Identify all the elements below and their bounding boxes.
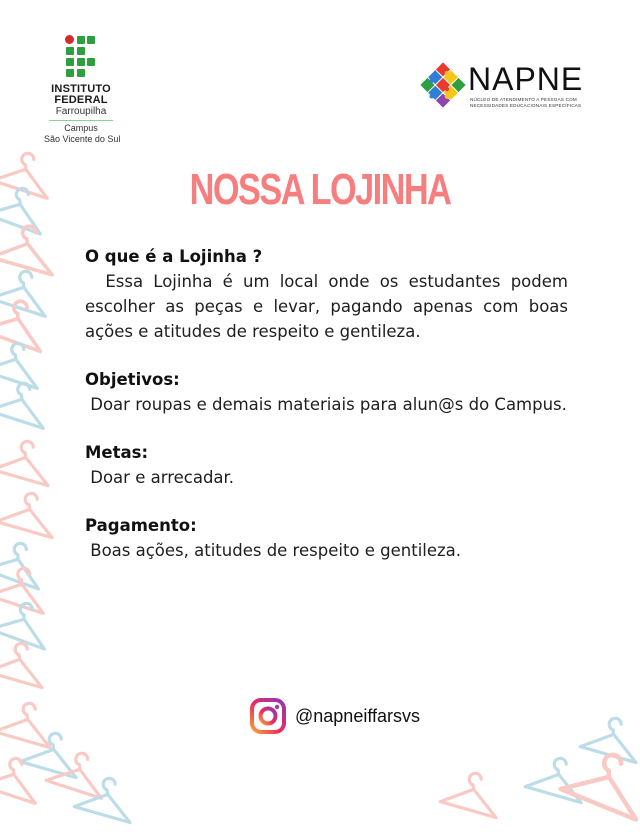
page-title: NOSSA LOJINHA [189,165,451,214]
section-body: Essa Lojinha é um local onde os estudantes podem escolher as peças e levar, pagando apenas com boas ações e atitudes de respeito e gentileza. [85,272,579,341]
napne-logo [418,60,608,112]
napne-description: NÚCLEO DE ATENDIMENTO A PESSOAS COM NECESSIDADES EDUCACIONAIS ESPECÍFICAS [470,97,582,108]
section-heading: Pagamento: [85,516,197,535]
instagram-handle[interactable]: @napneiffarsvs [295,705,421,726]
section-pagamento [85,514,568,563]
section-metas [85,441,568,490]
hanger-icon [68,765,150,834]
if-logo-divider [49,120,113,121]
content [85,245,579,587]
if-logo-line2: FEDERAL [54,94,108,106]
section-body: Doar e arrecadar. [85,468,235,487]
section-heading: Metas: [85,443,149,462]
section-objetivos [85,368,568,417]
section-heading: Objetivos: [85,370,180,389]
section-body: Boas ações, atitudes de respeito e gentileza. [85,541,462,560]
section-heading: O que é a Lojinha ? [85,247,263,266]
napne-name: NAPNE [468,61,584,97]
instagram-icon [249,697,287,735]
section-body: Doar roupas e demais materiais para alun@s do Campus. [85,395,567,414]
instagram-link[interactable] [249,697,420,735]
if-logo-campus: Campus [64,123,98,133]
if-logo-mark-icon [66,36,96,78]
instituto-federal-logo [44,36,121,145]
if-logo-campus-name: São Vicente do Sul [44,134,121,144]
hanger-icon [434,760,516,829]
puzzle-icon [418,60,468,110]
if-logo-line1: INSTITUTO [51,83,111,95]
section-what-is [85,245,579,344]
if-logo-line3: Farroupilha [55,106,107,117]
